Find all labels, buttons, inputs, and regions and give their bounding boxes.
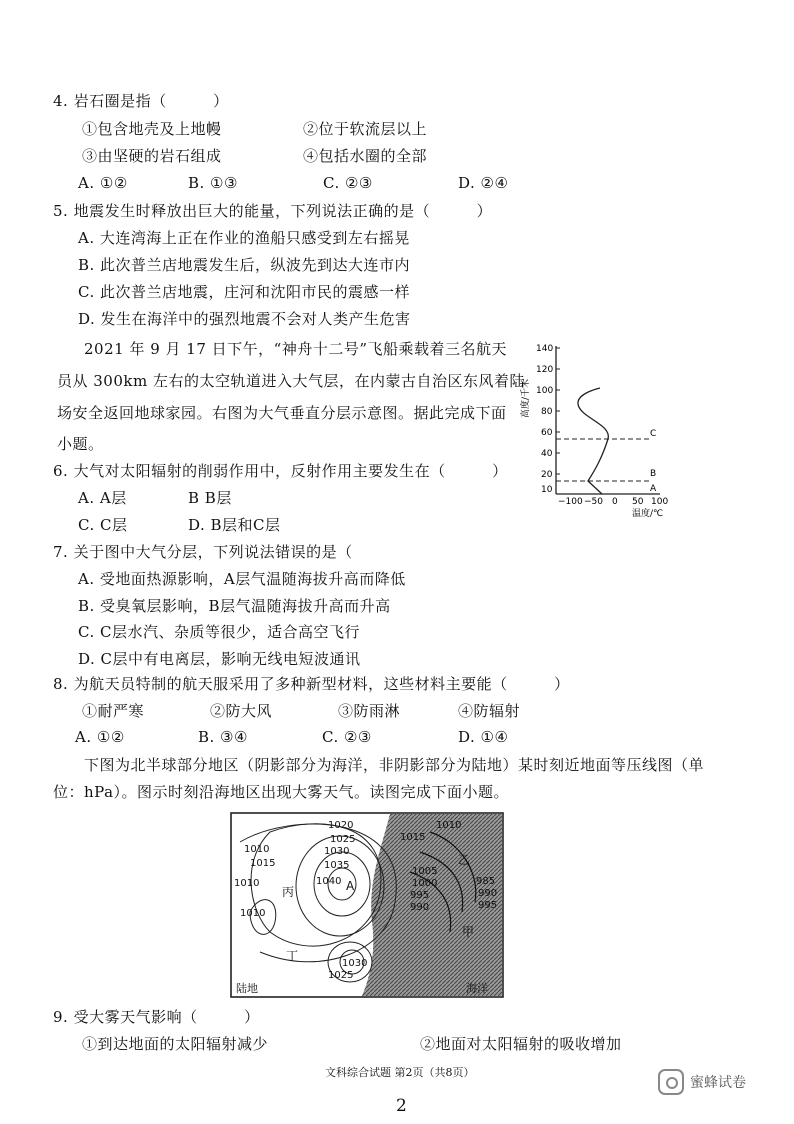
y-tick-140: 140 xyxy=(536,344,554,354)
isobar-label-990-b: 990 xyxy=(478,888,498,899)
x-tick-100: 100 xyxy=(651,497,669,507)
q4-choice-d: D. ②④ xyxy=(458,174,509,192)
material1-line-4: 小题。 xyxy=(57,435,104,453)
q4-stem: 4. 岩石圈是指（ ） xyxy=(53,92,229,110)
layer-label-b: B xyxy=(650,469,657,479)
watermark xyxy=(658,1062,782,1102)
y-tick-100: 100 xyxy=(536,386,554,396)
q9-option-2: ②地面对太阳辐射的吸收增加 xyxy=(420,1035,622,1053)
isobar-label-990-a: 990 xyxy=(410,902,430,913)
material1-line-3: 场安全返回地球家园。右图为大气垂直分层示意图。据此完成下面 xyxy=(57,404,507,422)
isobar-label-1040: 1040 xyxy=(316,876,342,887)
material1-line-2: 员从 300km 左右的太空轨道进入大气层，在内蒙古自治区东风着陆 xyxy=(57,372,525,390)
isobar-label-1015-b: 1015 xyxy=(400,832,426,843)
isobar-label-1035: 1035 xyxy=(324,860,350,871)
y-tick-80: 80 xyxy=(541,407,553,417)
chart-xlabel: 温度/℃ xyxy=(632,509,664,519)
isobar-label-1010-a: 1010 xyxy=(244,844,270,855)
q5-stem: 5. 地震发生时释放出巨大的能量，下列说法正确的是（ ） xyxy=(53,202,493,220)
place-label-a: A xyxy=(346,879,355,893)
q8-choice-a: A. ①② xyxy=(75,728,125,746)
q5-choice-a: A. 大连湾海上正在作业的渔船只感受到左右摇晃 xyxy=(78,229,410,247)
q7-choice-a: A. 受地面热源影响，A层气温随海拔升高而降低 xyxy=(78,570,406,588)
q4-choice-b: B. ①③ xyxy=(188,174,238,192)
isobar-label-1015-a: 1015 xyxy=(250,858,276,869)
y-tick-10: 10 xyxy=(541,485,553,495)
q8-stem: 8. 为航天员特制的航天服采用了多种新型材料，这些材料主要能（ ） xyxy=(53,675,570,693)
isobar-label-1010-d: 1010 xyxy=(436,820,462,831)
q5-choice-d: D. 发生在海洋中的强烈地震不会对人类产生危害 xyxy=(78,310,411,328)
y-tick-120: 120 xyxy=(536,365,554,375)
q6-choice-c: C. C层 xyxy=(78,516,128,534)
material2-line-1: 下图为北半球部分地区（阴影部分为海洋，非阴影部分为陆地）某时刻近地面等压线图（单 xyxy=(84,756,705,774)
q9-option-1: ①到达地面的太阳辐射减少 xyxy=(82,1035,269,1053)
q7-choice-c: C. C层水汽、杂质等很少，适合高空飞行 xyxy=(78,623,360,641)
material2-line-2: 位：hPa）。图示时刻沿海地区出现大雾天气。读图完成下面小题。 xyxy=(53,783,510,801)
q5-choice-c: C. 此次普兰店地震，庄河和沈阳市民的震感一样 xyxy=(78,283,410,301)
q7-choice-d: D. C层中有电离层，影响无线电短波通讯 xyxy=(78,650,361,668)
y-tick-60: 60 xyxy=(541,428,553,438)
isobar-map xyxy=(230,812,504,998)
place-label-ding: 丁 xyxy=(286,949,299,963)
q4-option-2: ②位于软流层以上 xyxy=(303,120,428,138)
q7-choice-b: B. 受臭氧层影响，B层气温随海拔升高而升高 xyxy=(78,597,391,615)
isobar-label-1010-b: 1010 xyxy=(234,878,260,889)
chart-ylabel: 高度/千米 xyxy=(521,378,531,418)
material1-line-1: 2021 年 9 月 17 日下午，“神舟十二号”飞船乘载着三名航天 xyxy=(84,340,507,358)
place-label-yi: 乙 xyxy=(458,853,471,867)
isobar-label-1000: 1000 xyxy=(412,878,438,889)
q8-choice-b: B. ③④ xyxy=(198,728,248,746)
q8-option-1: ①耐严寒 xyxy=(82,702,145,720)
q4-option-4: ④包括水圈的全部 xyxy=(303,147,428,165)
bee-logo-icon xyxy=(658,1069,684,1095)
q7-stem: 7. 关于图中大气分层，下列说法错误的是（ xyxy=(53,543,353,561)
q4-option-1: ①包含地壳及上地幔 xyxy=(82,120,222,138)
q8-choice-d: D. ①④ xyxy=(458,728,509,746)
layer-label-a: A xyxy=(650,484,657,494)
isobar-label-995-a: 995 xyxy=(410,890,430,901)
q6-choice-d: D. B层和C层 xyxy=(188,516,281,534)
place-label-jia: 甲 xyxy=(462,925,475,939)
q8-option-3: ③防雨淋 xyxy=(338,702,401,720)
x-tick-neg50: −50 xyxy=(584,497,603,507)
q6-choice-b: B B层 xyxy=(188,489,232,507)
x-tick-50: 50 xyxy=(632,497,644,507)
q8-option-2: ②防大风 xyxy=(210,702,273,720)
q4-option-3: ③由坚硬的岩石组成 xyxy=(82,147,222,165)
watermark-text: 蜜蜂试卷 xyxy=(690,1075,746,1091)
page-number: 2 xyxy=(396,1096,407,1116)
y-tick-20: 20 xyxy=(541,470,553,480)
q4-choice-a: A. ①② xyxy=(78,174,128,192)
place-label-land: 陆地 xyxy=(236,982,258,995)
place-label-bing: 丙 xyxy=(282,885,295,899)
x-tick-neg100: −100 xyxy=(558,497,583,507)
q9-stem: 9. 受大雾天气影响（ ） xyxy=(53,1008,260,1026)
isobar-label-1010-c: 1010 xyxy=(240,908,266,919)
atmosphere-layer-chart xyxy=(520,340,680,520)
layer-label-c: C xyxy=(650,429,657,439)
isobar-label-1025-a: 1025 xyxy=(330,834,356,845)
x-tick-0: 0 xyxy=(612,497,618,507)
q5-choice-b: B. 此次普兰店地震发生后，纵波先到达大连市内 xyxy=(78,256,411,274)
isobar-label-1030-b: 1030 xyxy=(342,958,368,969)
place-label-sea: 海洋 xyxy=(466,982,488,995)
q6-stem: 6. 大气对太阳辐射的削弱作用中，反射作用主要发生在（ ） xyxy=(53,462,508,480)
q6-choice-a: A. A层 xyxy=(78,489,127,507)
page-footer: 文科综合试题 第2页（共8页） xyxy=(325,1066,475,1079)
temperature-curve xyxy=(578,388,608,494)
q8-choice-c: C. ②③ xyxy=(322,728,372,746)
y-tick-40: 40 xyxy=(541,449,553,459)
q4-choice-c: C. ②③ xyxy=(323,174,373,192)
isobar-label-1025-b: 1025 xyxy=(328,970,354,981)
isobar-label-1030-a: 1030 xyxy=(324,846,350,857)
q8-option-4: ④防辐射 xyxy=(458,702,521,720)
isobar-label-995-b: 995 xyxy=(478,900,498,911)
isobar-label-1005: 1005 xyxy=(412,866,438,877)
isobar-label-1020: 1020 xyxy=(328,820,354,831)
isobar-label-985: 985 xyxy=(476,876,496,887)
